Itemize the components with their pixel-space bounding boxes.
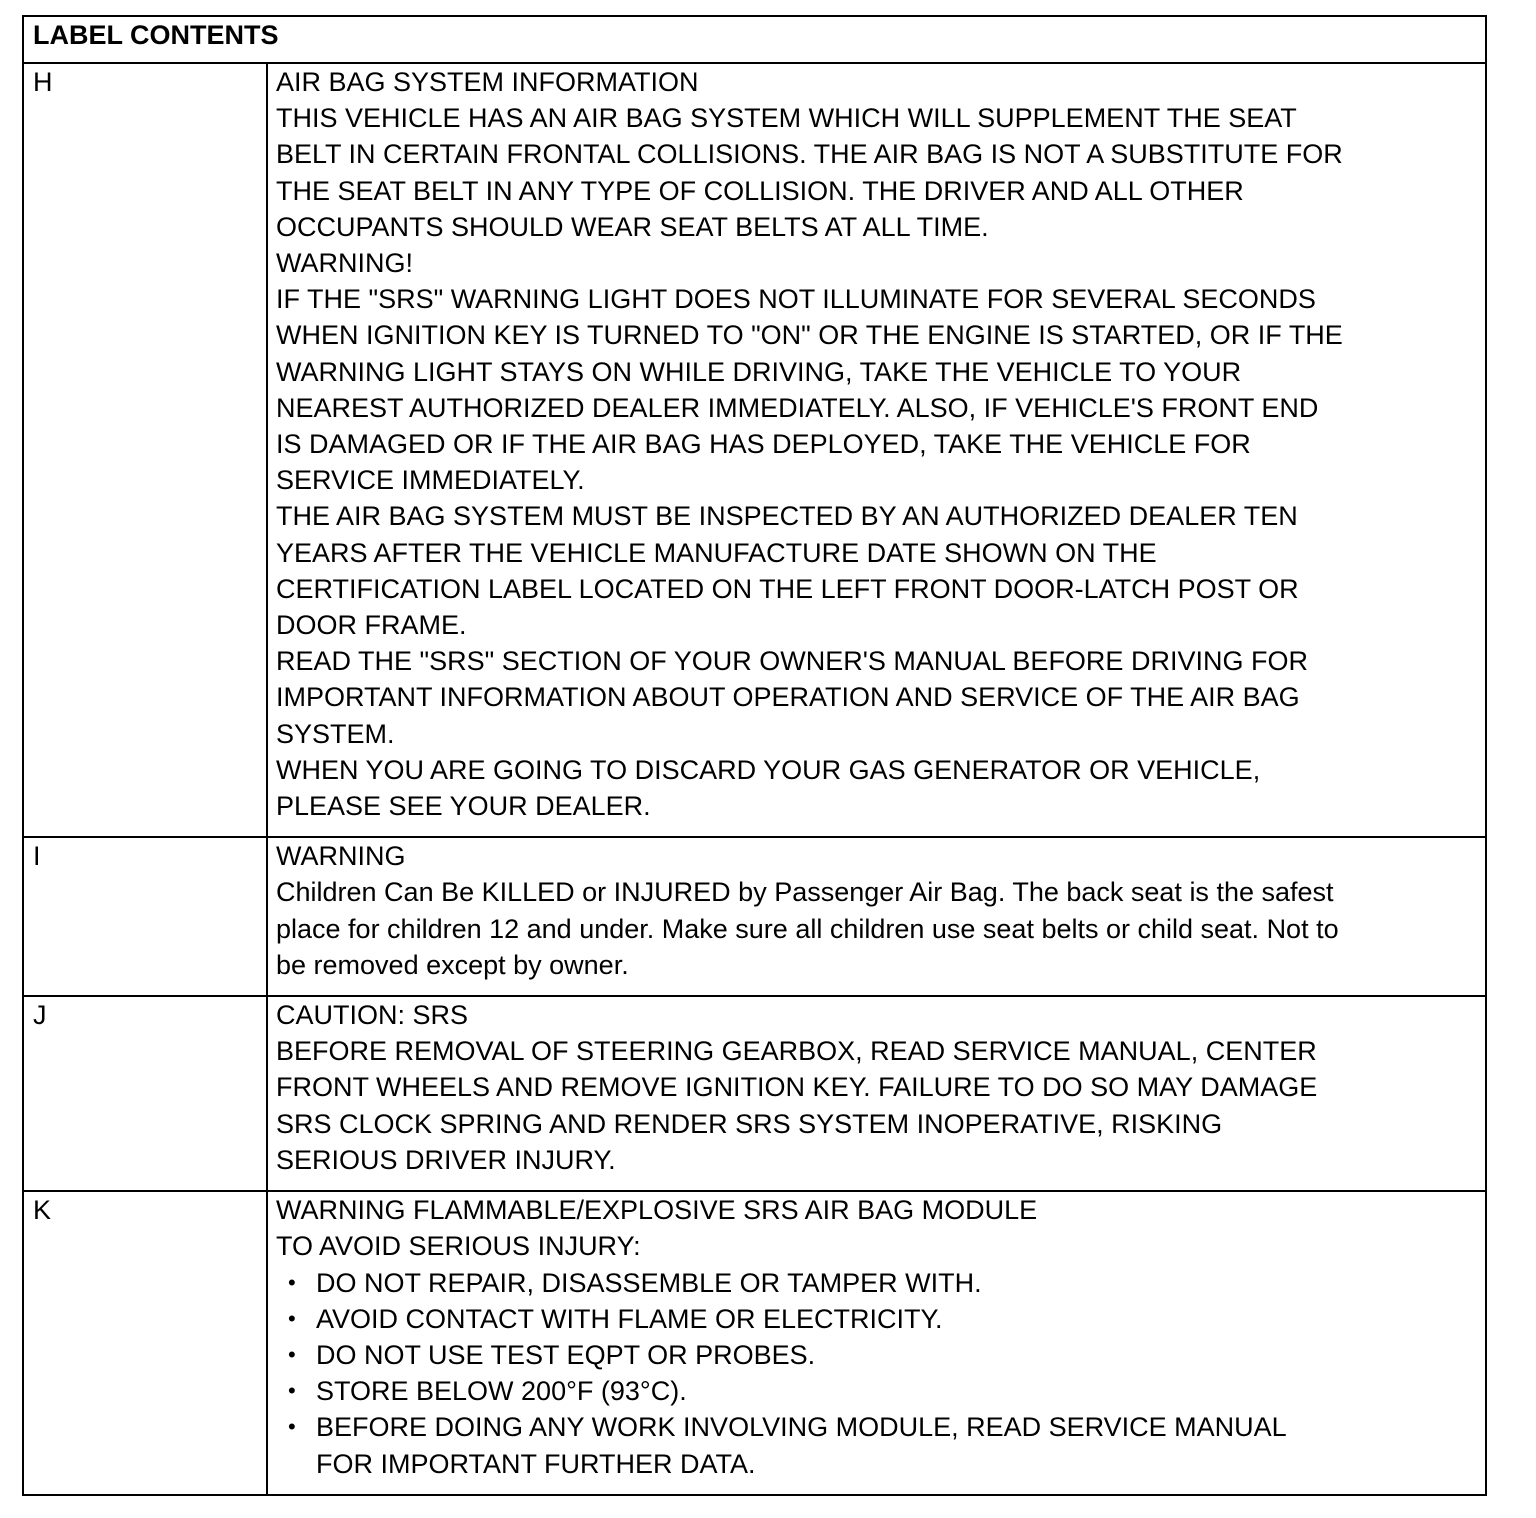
bullet-icon: • [288, 1341, 296, 1367]
text-line: SRS CLOCK SPRING AND RENDER SRS SYSTEM INOPERATIVE, RISKING [276, 1108, 1223, 1139]
text-line: THE AIR BAG SYSTEM MUST BE INSPECTED BY AN AUTHORIZED DEALER TEN [276, 501, 1298, 532]
bullet-item [276, 1337, 1485, 1373]
text-line: AIR BAG SYSTEM INFORMATION [276, 67, 699, 97]
text-line: WHEN IGNITION KEY IS TURNED TO "ON" OR THE ENGINE IS STARTED, OR IF THE [276, 320, 1343, 351]
bullet-icon: • [288, 1414, 296, 1440]
table-header-row [23, 16, 1486, 63]
text-line: BELT IN CERTAIN FRONTAL COLLISIONS. THE AIR BAG IS NOT A SUBSTITUTE FOR [276, 139, 1343, 170]
bullet-list [276, 1265, 1485, 1482]
text-line: WARNING [276, 841, 406, 872]
label-contents-table [22, 15, 1487, 1496]
bullet-text: BEFORE DOING ANY WORK INVOLVING MODULE, READ SERVICE MANUAL [316, 1412, 1287, 1443]
text-line: FRONT WHEELS AND REMOVE IGNITION KEY. FAILURE TO DO SO MAY DAMAGE [276, 1072, 1318, 1103]
text-line: SERIOUS DRIVER INJURY. [276, 1144, 616, 1175]
bullet-icon: • [288, 1305, 296, 1331]
text-line: WARNING LIGHT STAYS ON WHILE DRIVING, TAKE THE VEHICLE TO YOUR [276, 356, 1242, 387]
table-row [23, 837, 1486, 996]
text-line: WARNING! [276, 248, 413, 279]
text-line: THE SEAT BELT IN ANY TYPE OF COLLISION. THE DRIVER AND ALL OTHER [276, 175, 1244, 206]
text-line: WARNING FLAMMABLE/EXPLOSIVE SRS AIR BAG MODULE [276, 1195, 1038, 1226]
bullet-text: AVOID CONTACT WITH FLAME OR ELECTRICITY. [316, 1303, 943, 1334]
bullet-item [276, 1373, 1485, 1409]
bullet-item [276, 1301, 1485, 1337]
table-header: LABEL CONTENTS [23, 16, 1486, 63]
text-line: NEAREST AUTHORIZED DEALER IMMEDIATELY. ALSO, IF VEHICLE'S FRONT END [276, 392, 1319, 423]
label-id: K [23, 1191, 267, 1495]
text-line: IS DAMAGED OR IF THE AIR BAG HAS DEPLOYED, TAKE THE VEHICLE FOR [276, 429, 1251, 460]
bullet-text: DO NOT USE TEST EQPT OR PROBES. [316, 1339, 816, 1370]
bullet-item [276, 1409, 1485, 1481]
bullet-item [276, 1265, 1485, 1301]
text-line: YEARS AFTER THE VEHICLE MANUFACTURE DATE SHOWN ON THE [276, 537, 1157, 568]
bullet-text: STORE BELOW 200°F (93°C). [316, 1376, 687, 1407]
text-line: be removed except by owner. [276, 949, 629, 980]
label-text [267, 1191, 1486, 1495]
label-id: J [23, 996, 267, 1191]
text-line: CERTIFICATION LABEL LOCATED ON THE LEFT FRONT DOOR-LATCH POST OR [276, 573, 1299, 604]
table-row [23, 996, 1486, 1191]
text-line: place for children 12 and under. Make sure all children use seat belts or child seat. Not to [276, 913, 1339, 944]
label-id: H [23, 63, 267, 837]
text-line: IF THE "SRS" WARNING LIGHT DOES NOT ILLUMINATE FOR SEVERAL SECONDS [276, 284, 1316, 315]
label-id: I [23, 837, 267, 996]
text-line: DOOR FRAME. [276, 610, 467, 641]
text-line: Children Can Be KILLED or INJURED by Passenger Air Bag. The back seat is the safest [276, 877, 1334, 908]
text-line: BEFORE REMOVAL OF STEERING GEARBOX, READ SERVICE MANUAL, CENTER [276, 1036, 1317, 1067]
text-line: SYSTEM. [276, 718, 395, 749]
text-line: CAUTION: SRS [276, 1000, 469, 1031]
text-line: READ THE "SRS" SECTION OF YOUR OWNER'S MANUAL BEFORE DRIVING FOR [276, 646, 1308, 677]
bullet-text: FOR IMPORTANT FURTHER DATA. [316, 1448, 756, 1479]
text-line: WHEN YOU ARE GOING TO DISCARD YOUR GAS GENERATOR OR VEHICLE, [276, 754, 1261, 785]
table-row [23, 63, 1486, 837]
text-line: OCCUPANTS SHOULD WEAR SEAT BELTS AT ALL TIME. [276, 211, 989, 242]
text-line: THIS VEHICLE HAS AN AIR BAG SYSTEM WHICH WILL SUPPLEMENT THE SEAT [276, 103, 1297, 134]
label-text [267, 837, 1486, 996]
bullet-icon: • [288, 1269, 296, 1295]
text-line: IMPORTANT INFORMATION ABOUT OPERATION AND SERVICE OF THE AIR BAG [276, 682, 1300, 713]
label-intro [276, 1192, 1485, 1264]
table-row [23, 1191, 1486, 1495]
bullet-text: DO NOT REPAIR, DISASSEMBLE OR TAMPER WITH. [316, 1267, 982, 1298]
bullet-icon: • [288, 1378, 296, 1404]
text-line: PLEASE SEE YOUR DEALER. [276, 791, 651, 822]
label-text [267, 996, 1486, 1191]
text-line: TO AVOID SERIOUS INJURY: [276, 1231, 641, 1262]
label-text [267, 63, 1486, 837]
text-line: SERVICE IMMEDIATELY. [276, 465, 585, 496]
